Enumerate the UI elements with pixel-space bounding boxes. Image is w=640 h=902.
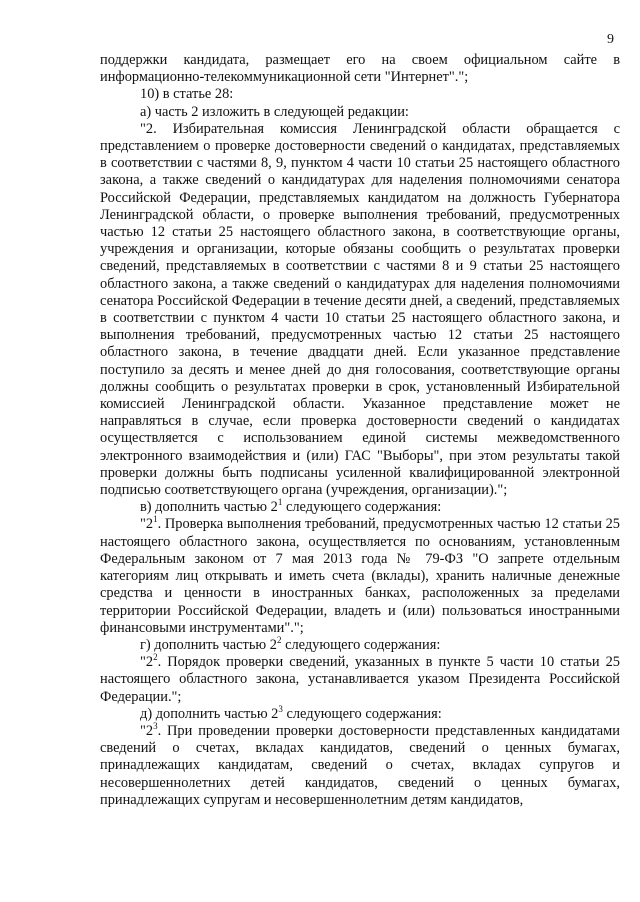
paragraph-part-2: "2. Избирательная комиссия Ленинградской области обращается с представлением о проверке достоверности сведений о кандидатах, представляемых в соответствии с частями 8, 9, пунктом 4 части 10 статьи 25 настоящего областного закона, а также сведений о кандидатурах для наделения полномочиями сенатора Российской Федерации, представляемых кандидатом на должность Губернатора Ленинградской области, о проверке выполнения требований, предусмотренных частью 12 статьи 25 настоящего областного закона, в соответствующие органы, учреждения и организации, которые обязаны сообщить о результатах проверки сведений, представляемых в соответствии с частями 8 и 9 статьи 25 настоящего областного закона, а также сведений о кандидатурах для наделения полномочиями сенатора Российской Федерации в течение десяти дней, а сведений, представляемых в соответствии с пунктом 4 части 10 статьи 25 настоящего областного закона, и выполнения требований, предусмотренных частью 12 статьи 25 настоящего областного закона, в течение двадцати дней. Если указанное представление поступило за десять и менее дней до дня голосования, соответствующие органы должны сообщить о результатах проверки в срок, установленный Избирательной комиссией Ленинградской области. Указанное представление может не направляться в случае, если проверка достоверности сведений о кандидатах осуществляется с использованием единой системы межведомственного электронного взаимодействия и (или) ГАС "Выборы", при этом результаты такой проверки должны быть подписаны усиленной квалифицированной электронной подписью соответствующего органа (учреждения, организации).";	[100, 120, 620, 499]
paragraph-part-2-3: "$2^3$. При проведении проверки достоверности представленных кандидатами сведений о счетах, вкладах кандидатов, сведений о ценных бумагах, принадлежащих кандидатам, сведений о счетах, вкладах супругов и несовершеннолетних детей кандидатов, сведений о ценных бумагах, принадлежащих супругам и несовершеннолетним детям кандидатов,	[100, 721, 620, 808]
superscript: 3	[153, 721, 158, 732]
page-number: 9	[607, 32, 614, 47]
superscript: 2	[153, 652, 158, 663]
paragraph-part-2-2: "$2^2$. Порядок проверки сведений, указанных в пункте 5 части 10 статьи 25 настоящего областного закона, устанавливается указом Президента Российской Федерации.";	[100, 652, 620, 705]
superscript: 1	[153, 514, 158, 525]
document-body	[100, 52, 620, 809]
paragraph-article-28: 10) в статье 28:	[140, 86, 234, 103]
superscript: 3	[278, 703, 283, 714]
paragraph-item-g: г) дополнить частью $2^2$ следующего содержания:	[140, 635, 441, 653]
paragraph-item-v: в) дополнить частью $2^1$ следующего содержания:	[140, 497, 442, 516]
paragraph-continuation: поддержки кандидата, размещает его на своем официальном сайте в информационно-телекоммуникационной сети "Интернет".";	[100, 52, 620, 86]
paragraph-part-2-1: "$2^1$. Проверка выполнения требований, предусмотренных частью 12 статьи 25 настоящего областного закона, осуществляется по основаниям, установленным Федеральным законом от 7 мая 2013 года № 79-ФЗ "О запрете отдельным категориям лиц открывать и иметь счета (вклады), хранить наличные денежные средства и ценности в иностранных банках, расположенных за пределами территории Российской Федерации, владеть и (или) пользоваться иностранными финансовыми инструментами".";	[100, 514, 620, 636]
superscript: 2	[276, 635, 282, 646]
paragraph-item-d: д) дополнить частью $2^3$ следующего содержания:	[140, 703, 442, 722]
paragraph-item-a: а) часть 2 изложить в следующей редакции:	[140, 103, 409, 120]
superscript: 1	[277, 497, 283, 508]
